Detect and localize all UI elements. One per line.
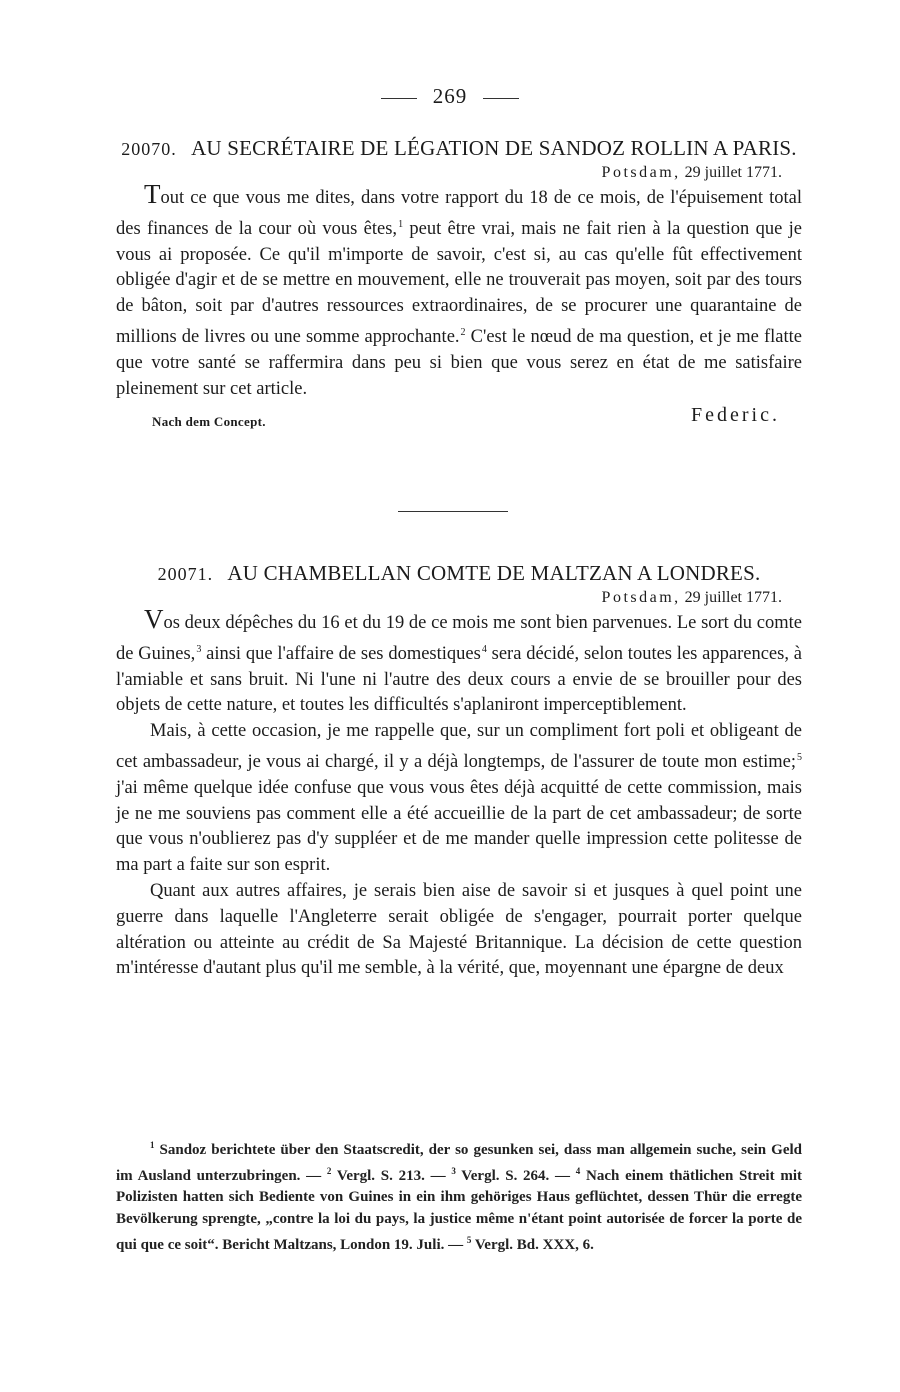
letter-number: 20070. xyxy=(121,139,177,159)
paragraph-text: os deux dépêches du 16 et du 19 de ce mois me sont bien parvenues. Le sort du comte de Guines, xyxy=(116,613,802,664)
letter-body xyxy=(116,604,802,982)
footnote-number: 3 xyxy=(451,1166,456,1177)
footnote-number: 2 xyxy=(326,1166,332,1177)
footnote-marker: 5 xyxy=(797,751,802,763)
paragraph-text: peut être vrai, mais ne fait rien à la question que je vous ai proposée. Ce qu'il m'importe de savoir, c'est si, au cas qu'elle fût effectivement obligée d'agir et de se mettre en mouvement, elle ne trouverait pas moyen, soit par des tours de bâton, soit par d'autres ressources extraordinaires, de se procurer une quarantaine de millions de livres ou une somme approchante. xyxy=(116,218,802,347)
paragraph xyxy=(116,604,802,719)
letter-20070 xyxy=(116,136,802,432)
paragraph-text: Mais, à cette occasion, je me rappelle que, sur un compliment fort poli et obligeant de cet ambassadeur, je vous ai chargé, il y a déjà longtemps, de l'assurer de toute mon estime; xyxy=(116,721,802,772)
drop-initial: T xyxy=(144,179,161,209)
footnote-text: Nach einem thätlichen Streit mit Polizisten hatten sich Bediente von Guines in ein ihm gehöriges Haus geflüchtet, dessen Thür die erregte Bevölkerung sprengte, „contre la loi du pays, la justice même n'étant point autorisée de forcer la porte de qui que ce soit“. Bericht Maltzans, London 19. Juli. — xyxy=(116,1168,802,1253)
letter-body xyxy=(116,179,802,402)
drop-initial: V xyxy=(144,604,164,634)
source-note: Nach dem Concept. xyxy=(152,414,266,430)
paragraph-text: sera décidé, selon toutes les apparences, à l'amiable et sans bruit. Ni l'une ni l'autre des deux cours a envie de se brouiller pour des objets de cette nature, et toutes les difficultés s'aplaniront imperceptiblement. xyxy=(116,643,802,716)
section-separator xyxy=(398,511,508,512)
footnote-text: Vergl. Bd. XXX, 6. xyxy=(471,1236,594,1253)
footnote-number: 4 xyxy=(575,1166,581,1177)
paragraph-text: C'est le nœud de ma question, et je me flatte que votre santé se raffermira dans peu si bien que vous serez en état de me satisfaire pleinement sur cet article. xyxy=(116,326,802,399)
page-header xyxy=(0,84,900,109)
dateline xyxy=(116,587,802,609)
paragraph-text: j'ai même quelque idée confuse que vous vous êtes déjà acquitté de cette commission, mais je ne me souviens pas comment elle a été accueillie de la part de cet ambassadeur; de sorte que vous n'oublierez pas d'y suppléer et de me mander quelle impression cette politesse de ma part a faite sur son esprit. xyxy=(116,777,802,876)
letter-number: 20071. xyxy=(157,564,214,584)
footnote-number: 1 xyxy=(150,1140,155,1150)
letter-heading xyxy=(116,561,802,587)
page-number: 269 xyxy=(432,84,468,108)
footnote-marker: 3 xyxy=(196,643,202,655)
letter-heading xyxy=(116,136,802,162)
footnote-marker: 2 xyxy=(460,326,466,338)
letter-signoff xyxy=(116,402,802,432)
footnote-marker: 1 xyxy=(398,218,404,230)
dateline-place: Potsdam, xyxy=(601,589,681,606)
header-dash-left xyxy=(381,98,417,99)
signature: Federic. xyxy=(691,404,780,427)
footnote-number: 5 xyxy=(466,1234,472,1245)
footnote-text: Vergl. S. 213. — xyxy=(331,1168,452,1185)
dateline-date: 29 juillet 1771. xyxy=(684,164,782,181)
footnotes xyxy=(116,1135,802,1256)
paragraph-text: out ce que vous me dites, dans votre rapport du 18 de ce mois, de l'épuisement total des finances de la cour où vous êtes, xyxy=(116,188,802,239)
footnote-marker: 4 xyxy=(481,643,487,655)
paragraph xyxy=(116,719,802,879)
letter-recipient: AU CHAMBELLAN COMTE DE MALTZAN A LONDRES. xyxy=(227,561,761,585)
paragraph xyxy=(116,879,802,982)
letter-20071 xyxy=(116,561,802,982)
letter-recipient: AU SECRÉTAIRE DE LÉGATION DE SANDOZ ROLLIN A PARIS. xyxy=(191,136,797,160)
footnote-text: Vergl. S. 264. — xyxy=(455,1168,576,1185)
footnote-text: Sandoz berichtete über den Staatscredit, der so gesunken sei, dass man allgemein suche, sein Geld im Ausland unterzubringen. — xyxy=(116,1142,802,1185)
paragraph-text: ainsi que l'affaire de ses domestiques xyxy=(201,643,481,664)
paragraph-text: Quant aux autres affaires, je serais bien aise de savoir si et jusques à quel point une guerre dans laquelle l'Angleterre serait obligée de s'engager, pourrait porter quelque altération ou atteinte au crédit de Sa Majesté Britannique. La décision de cette question m'intéresse d'autant plus qu'il me semble, à la vérité, que, moyennant une épargne de deux xyxy=(116,880,802,979)
dateline-place: Potsdam, xyxy=(601,164,681,181)
header-dash-right xyxy=(483,98,519,99)
dateline-date: 29 juillet 1771. xyxy=(684,589,782,606)
dateline xyxy=(116,162,802,184)
paragraph xyxy=(116,179,802,402)
